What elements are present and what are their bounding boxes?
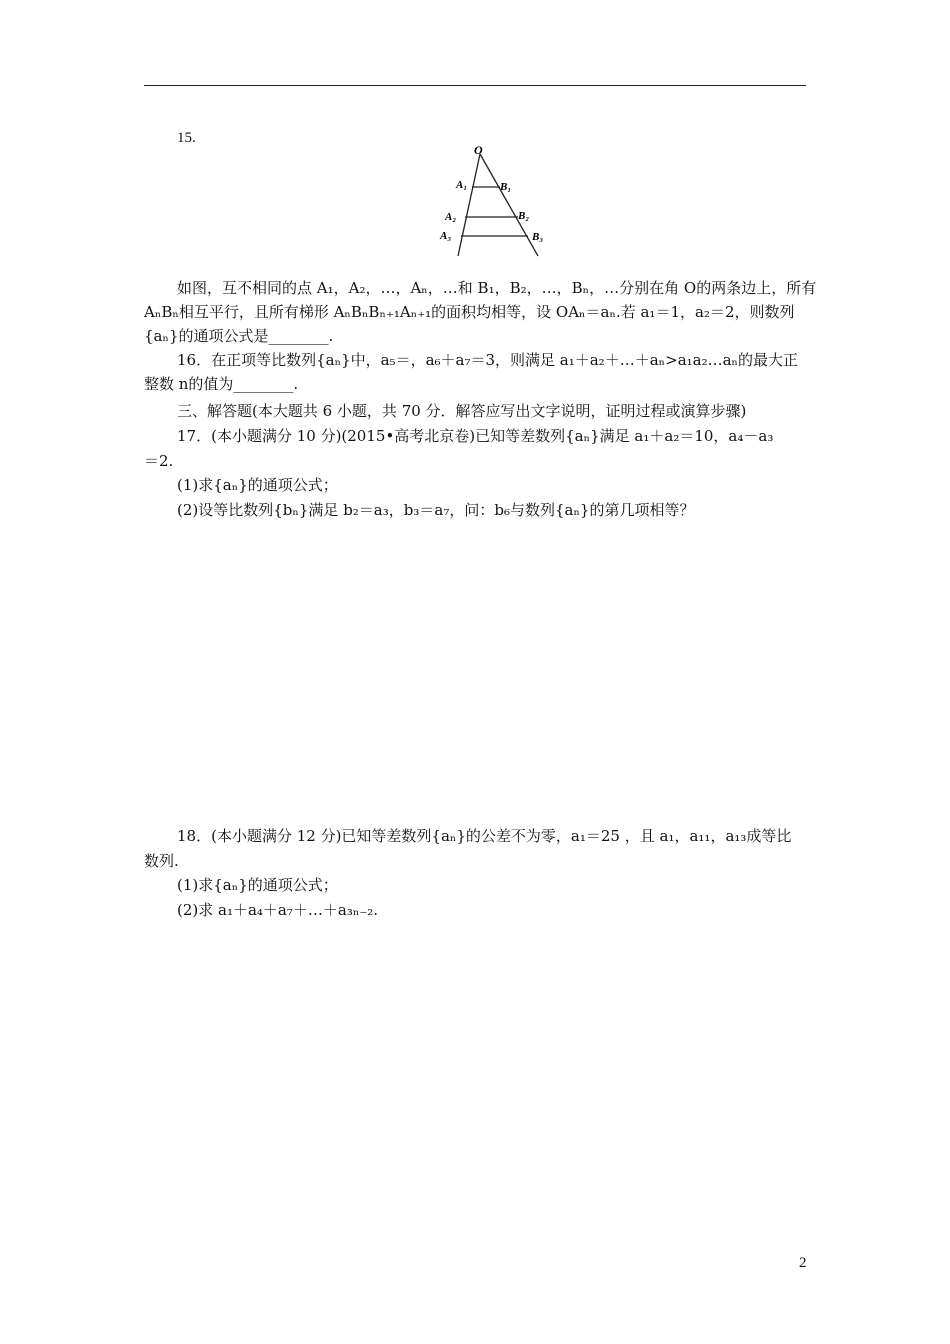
q18-line2: 数列. (144, 852, 179, 870)
label-b3: B₃ (532, 231, 544, 243)
q18-part1: (1)求{aₙ}的通项公式； (177, 876, 338, 894)
q17-line1: 17．(本小题满分 10 分)(2015•高考北京卷)已知等差数列{aₙ}满足 a₁＋a₂＝10，a₄－a₃ (177, 427, 774, 445)
q15-number: 15. (177, 130, 196, 146)
q17-line2: ＝2. (144, 452, 174, 470)
page-number: 2 (799, 1255, 807, 1271)
q17-part2: (2)设等比数列{bₙ}满足 b₂＝a₃，b₃＝a₇，问：b₆与数列{aₙ}的第几项相等？ (177, 501, 695, 519)
label-a3: A₃ (440, 230, 452, 242)
label-o: O (474, 143, 483, 157)
q18-part2: (2)求 a₁＋a₄＋a₇＋…＋a₃ₙ₋₂. (177, 901, 379, 919)
q15-line3: {aₙ}的通项公式是________. (144, 327, 334, 345)
q16-line1: 16．在正项等比数列{aₙ}中，a₅＝，a₆＋a₇＝3，则满足 a₁＋a₂＋…＋aₙ>a₁a₂…aₙ的最大正 (177, 351, 799, 369)
q15-angle-figure (436, 140, 556, 260)
section-3-heading: 三、解答题(本大题共 6 小题，共 70 分．解答应写出文字说明，证明过程或演算步骤) (177, 402, 747, 420)
header-rule (144, 85, 806, 86)
label-b1: B₁ (500, 181, 512, 193)
q16-line2: 整数 n的值为________. (144, 375, 299, 393)
angle-right-side (480, 154, 538, 256)
q17-part1: (1)求{aₙ}的通项公式； (177, 476, 338, 494)
q15-line2: AₙBₙ相互平行，且所有梯形 AₙBₙBₙ₊₁Aₙ₊₁的面积均相等，设 OAₙ＝aₙ.若 a₁＝1，a₂＝2，则数列 (144, 303, 795, 321)
label-a2: A₂ (445, 211, 457, 223)
q15-line1: 如图，互不相同的点 A₁，A₂，…，Aₙ，…和 B₁，B₂，…，Bₙ，…分别在角 O的两条边上，所有 (177, 279, 817, 297)
label-a1: A₁ (456, 179, 468, 191)
q18-line1: 18．(本小题满分 12 分)已知等差数列{aₙ}的公差不为零，a₁＝25 ，且 a₁，a₁₁，a₁₃成等比 (177, 827, 792, 845)
label-b2: B₂ (518, 210, 530, 222)
angle-left-side (458, 154, 480, 256)
